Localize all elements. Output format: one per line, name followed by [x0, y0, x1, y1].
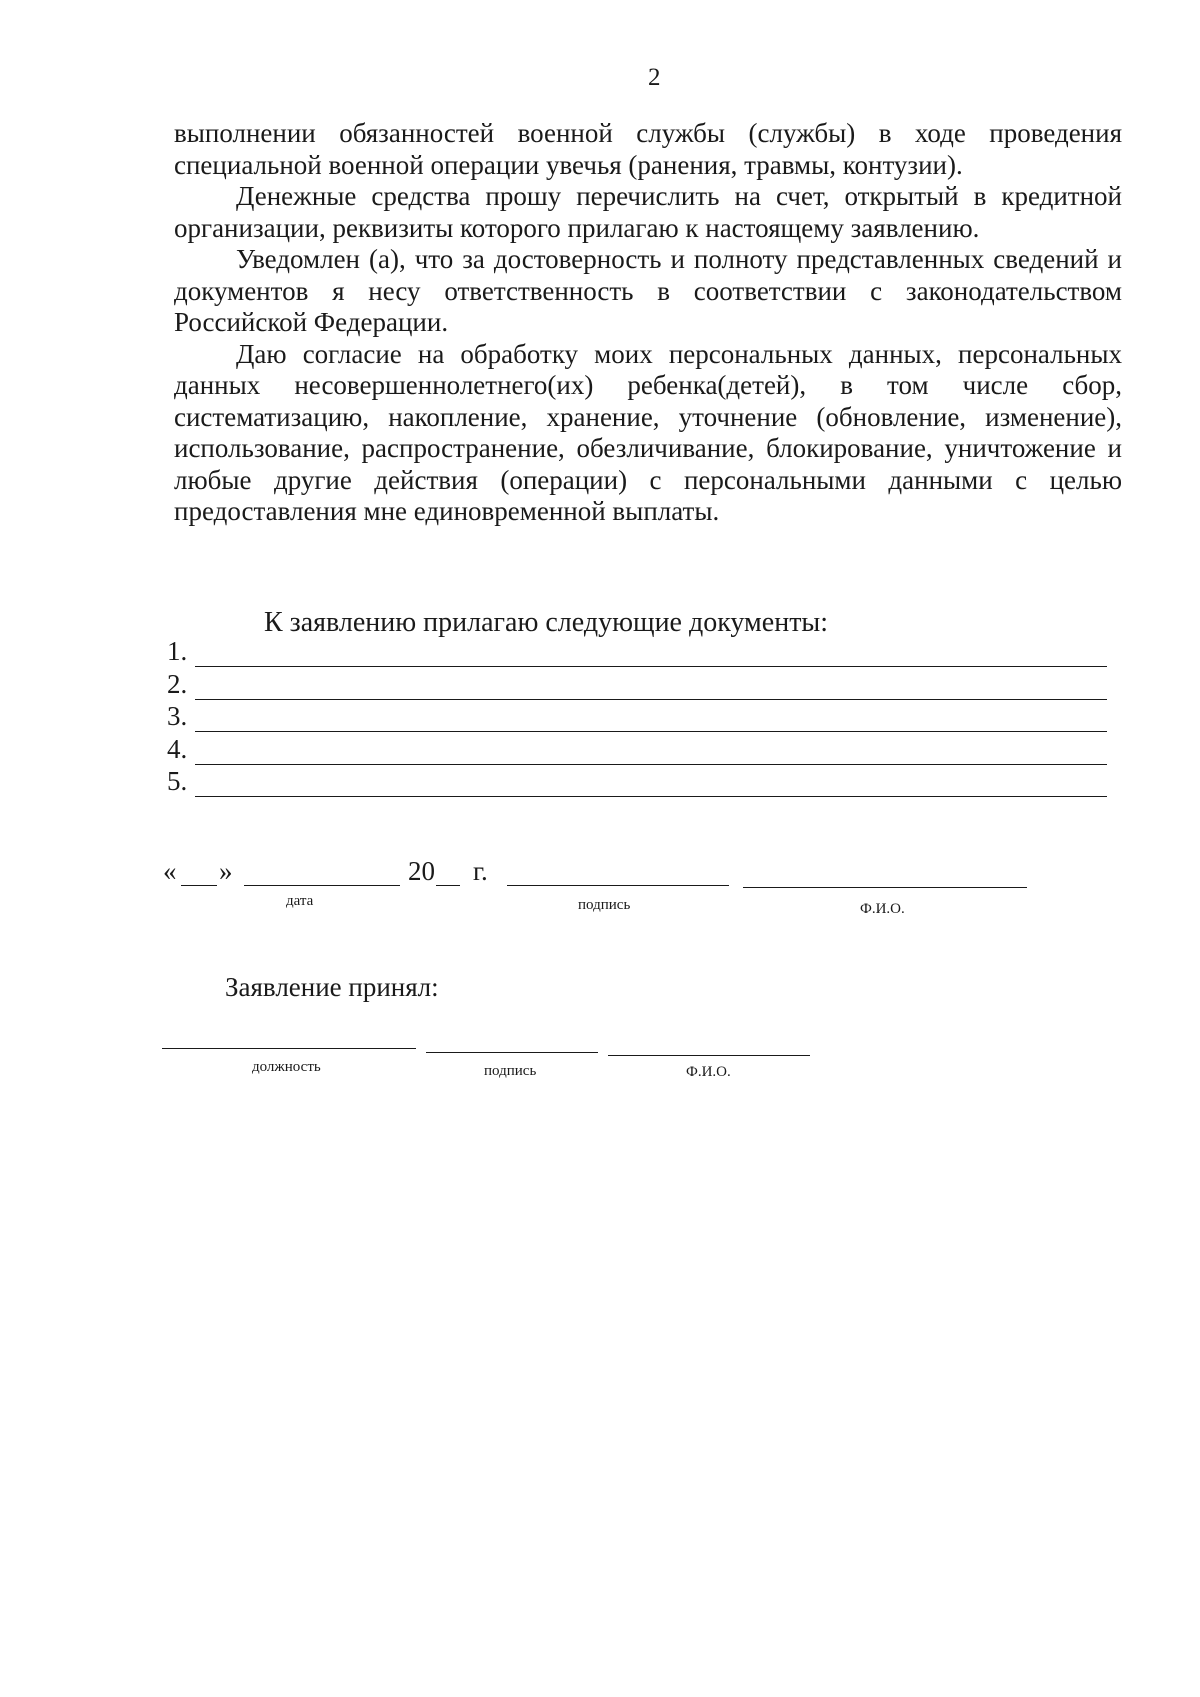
quote-close: »	[219, 856, 233, 886]
body-text	[174, 118, 1122, 528]
attachment-number: 4.	[167, 733, 188, 764]
applicant-fio-field[interactable]	[743, 887, 1027, 888]
paragraph-responsibility: Уведомлен (а), что за достоверность и полноту представленных сведений и документов я несу ответственность в соответствии с законодательством Российской Федерации.	[174, 244, 1122, 337]
paragraph-bank-account: Денежные средства прошу перечислить на счет, открытый в кредитной организации, реквизиты которого прилагаю к настоящему заявлению.	[174, 181, 1122, 243]
received-title: Заявление принял:	[225, 972, 439, 1002]
attachment-fill-line[interactable]	[195, 666, 1107, 667]
attachment-number: 2.	[167, 668, 188, 699]
receiver-signature-field[interactable]	[426, 1052, 598, 1053]
attachment-row[interactable]	[167, 636, 1107, 669]
receiver-fio-field[interactable]	[608, 1055, 810, 1056]
year-field[interactable]	[436, 885, 460, 886]
attachment-row[interactable]	[167, 701, 1107, 734]
attachment-fill-line[interactable]	[195, 764, 1107, 765]
attachment-row[interactable]	[167, 669, 1107, 702]
attachments-list	[167, 636, 1107, 799]
caption-signature: подпись	[578, 897, 631, 913]
applicant-signature-field[interactable]	[507, 885, 729, 886]
caption-position: должность	[252, 1059, 321, 1075]
caption-receiver-signature: подпись	[484, 1063, 537, 1079]
year-prefix: 20	[408, 856, 435, 886]
paragraph-continued: выполнении обязанностей военной службы (службы) в ходе проведения специальной военной операции увечья (ранения, травмы, контузии).	[174, 118, 1122, 180]
attachments-title: К заявлению прилагаю следующие документы:	[264, 607, 829, 638]
attachment-fill-line[interactable]	[195, 699, 1107, 700]
attachment-number: 5.	[167, 766, 188, 796]
attachment-number: 1.	[167, 636, 188, 666]
attachment-fill-line[interactable]	[195, 796, 1107, 797]
paragraph-consent: Даю согласие на обработку моих персональных данных, персональных данных несовершеннолетнего(их) ребенка(детей), в том числе сбор, систематизацию, накопление, хранение, уточнение (обновление, изменение), использование, распространение, обезличивание, блокирование, уничтожение и любые другие действия (операции) с персональными данными с целью предоставления мне единовременной выплаты.	[174, 338, 1122, 526]
receiver-position-field[interactable]	[162, 1048, 416, 1049]
caption-date: дата	[286, 893, 314, 909]
attachment-number: 3.	[167, 701, 188, 731]
attachment-row[interactable]	[167, 766, 1107, 799]
month-field[interactable]	[244, 885, 400, 886]
caption-receiver-fio: Ф.И.О.	[686, 1064, 731, 1080]
page-number: 2	[648, 64, 661, 91]
attachment-row[interactable]	[167, 734, 1107, 767]
day-field[interactable]	[181, 885, 217, 886]
caption-fio: Ф.И.О.	[860, 901, 905, 917]
quote-open: «	[163, 856, 177, 886]
attachment-fill-line[interactable]	[195, 731, 1107, 732]
year-suffix: г.	[473, 856, 488, 886]
